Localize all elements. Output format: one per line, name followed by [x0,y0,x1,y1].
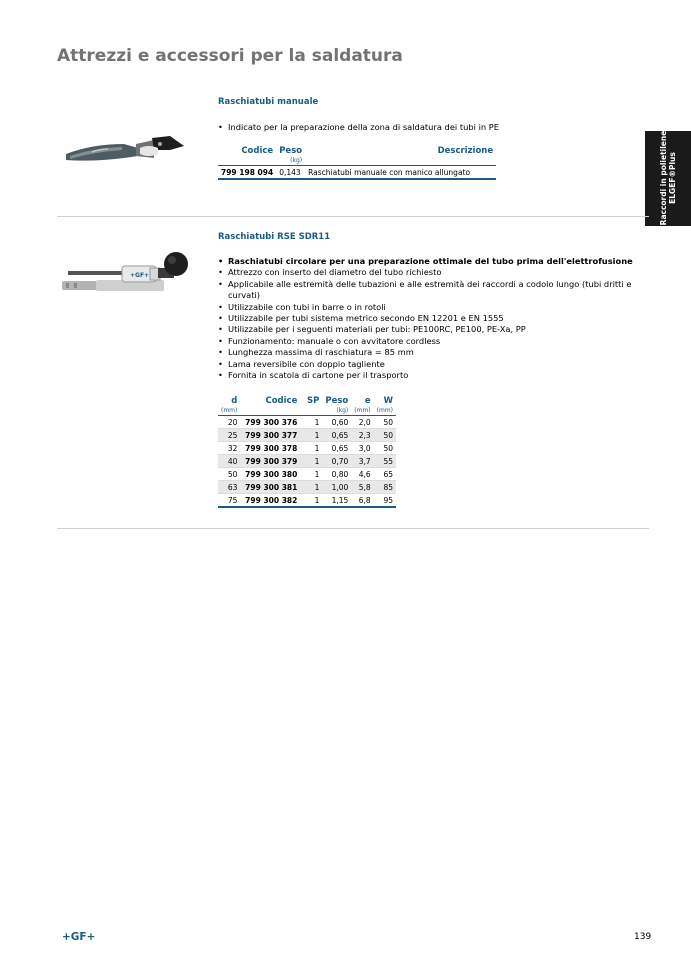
hand-scraper-image [62,130,190,170]
cell-w: 50 [374,416,396,429]
list-item: • Lunghezza massima di raschiatura = 85 mm [218,347,650,358]
section2-title: Raschiatubi RSE SDR11 [218,232,331,242]
cell-sp: 1 [300,494,322,508]
cell-d: 40 [218,455,240,468]
image-logo-label: +GF+ [130,272,150,279]
col-codice: Codice [241,146,274,156]
list-item: • Attrezzo con inserto del diametro del tubo richiesto [218,267,650,278]
cell-e: 4,6 [351,468,373,481]
list-item: • Lama reversibile con doppio tagliente [218,359,650,370]
table-row [218,429,396,442]
side-tab [645,131,691,226]
cell-peso: 0,70 [322,455,351,468]
table-row [218,166,496,180]
list-item: • Utilizzabile per tubi sistema metrico secondo EN 12201 e EN 1555 [218,313,650,324]
cell-w: 85 [374,481,396,494]
side-tab-label [659,131,677,226]
side-tab-line2: ELGEF®Plus [668,152,677,204]
cell-sp: 1 [300,468,322,481]
page-title: Attrezzi e accessori per la saldatura [57,46,403,66]
table-row [218,494,396,508]
cell-w: 65 [374,468,396,481]
cell-e: 3,7 [351,455,373,468]
cell-peso: 0,60 [322,416,351,429]
cell-d: 63 [218,481,240,494]
cell-peso: 0,65 [322,429,351,442]
col-e: e [364,396,371,406]
col-codice: Codice [265,396,298,406]
list-item: • Fornita in scatola di cartone per il trasporto [218,370,650,381]
cell-e: 2,3 [351,429,373,442]
list-item: • Applicabile alle estremità delle tubazioni e alle estremità dei raccordi a codolo lungo (tubi dritti e curvati) [218,279,650,302]
cell-peso: 0,80 [322,468,351,481]
table-row [218,455,396,468]
list-item: • Indicato per la preparazione della zona di saldatura dei tubi in PE [218,122,499,133]
cell-sp: 1 [300,429,322,442]
cell-codice: 799 300 379 [240,455,300,468]
col-w: W [383,396,394,406]
cell-e: 2,0 [351,416,373,429]
section-divider [57,528,649,529]
cell-codice: 799 300 381 [240,481,300,494]
cell-d: 20 [218,416,240,429]
cell-sp: 1 [300,455,322,468]
rse-scraper-image [58,250,193,302]
page-number: 139 [634,932,652,942]
cell-d: 32 [218,442,240,455]
cell-e: 6,8 [351,494,373,508]
cell-codice: 799 300 376 [240,416,300,429]
cell-w: 55 [374,455,396,468]
col-sp: SP [307,396,320,406]
unit-e: (mm) [354,407,371,414]
cell-peso: 0,143 [276,166,305,180]
gf-logo: +GF+ [62,931,96,943]
table-row [218,442,396,455]
cell-sp: 1 [300,416,322,429]
cell-d: 50 [218,468,240,481]
table-row [218,416,396,429]
cell-w: 95 [374,494,396,508]
cell-descrizione: Raschiatubi manuale con manico allungato [305,166,496,180]
list-item: • Utilizzabile per i seguenti materiali per tubi: PE100RC, PE100, PE-Xa, PP [218,324,650,335]
table-row [218,481,396,494]
cell-w: 50 [374,429,396,442]
cell-w: 50 [374,442,396,455]
list-item: • Funzionamento: manuale o con avvitatore cordless [218,336,650,347]
col-descrizione: Descrizione [437,146,494,156]
section1-title: Raschiatubi manuale [218,97,319,107]
cell-d: 25 [218,429,240,442]
cell-sp: 1 [300,442,322,455]
side-tab-line1: Raccordi in polietilene [659,130,668,226]
cell-d: 75 [218,494,240,508]
table-row [218,468,396,481]
cell-peso: 1,15 [322,494,351,508]
section1-bullets [218,122,499,133]
cell-peso: 1,00 [322,481,351,494]
list-item: • Utilizzabile con tubi in barre o in rotoli [218,302,650,313]
section2-table [218,396,396,508]
cell-sp: 1 [300,481,322,494]
cell-codice: 799 300 378 [240,442,300,455]
list-item: • Raschiatubi circolare per una preparazione ottimale del tubo prima dell'elettrofusione [218,256,650,267]
unit-d: (mm) [221,407,238,414]
cell-codice: 799 300 382 [240,494,300,508]
cell-codice: 799 300 377 [240,429,300,442]
col-peso: Peso [279,146,303,156]
cell-e: 5,8 [351,481,373,494]
cell-codice: 799 300 380 [240,468,300,481]
unit-peso: (kg) [336,407,349,414]
col-peso: Peso [325,396,349,406]
section-divider [57,216,649,217]
cell-peso: 0,65 [322,442,351,455]
section1-table [218,146,496,180]
section2-bullets [218,256,650,381]
col-d: d [231,396,238,406]
cell-e: 3,0 [351,442,373,455]
unit-w: (mm) [376,407,394,414]
unit-peso: (kg) [290,157,303,164]
cell-codice: 799 198 094 [218,166,276,180]
